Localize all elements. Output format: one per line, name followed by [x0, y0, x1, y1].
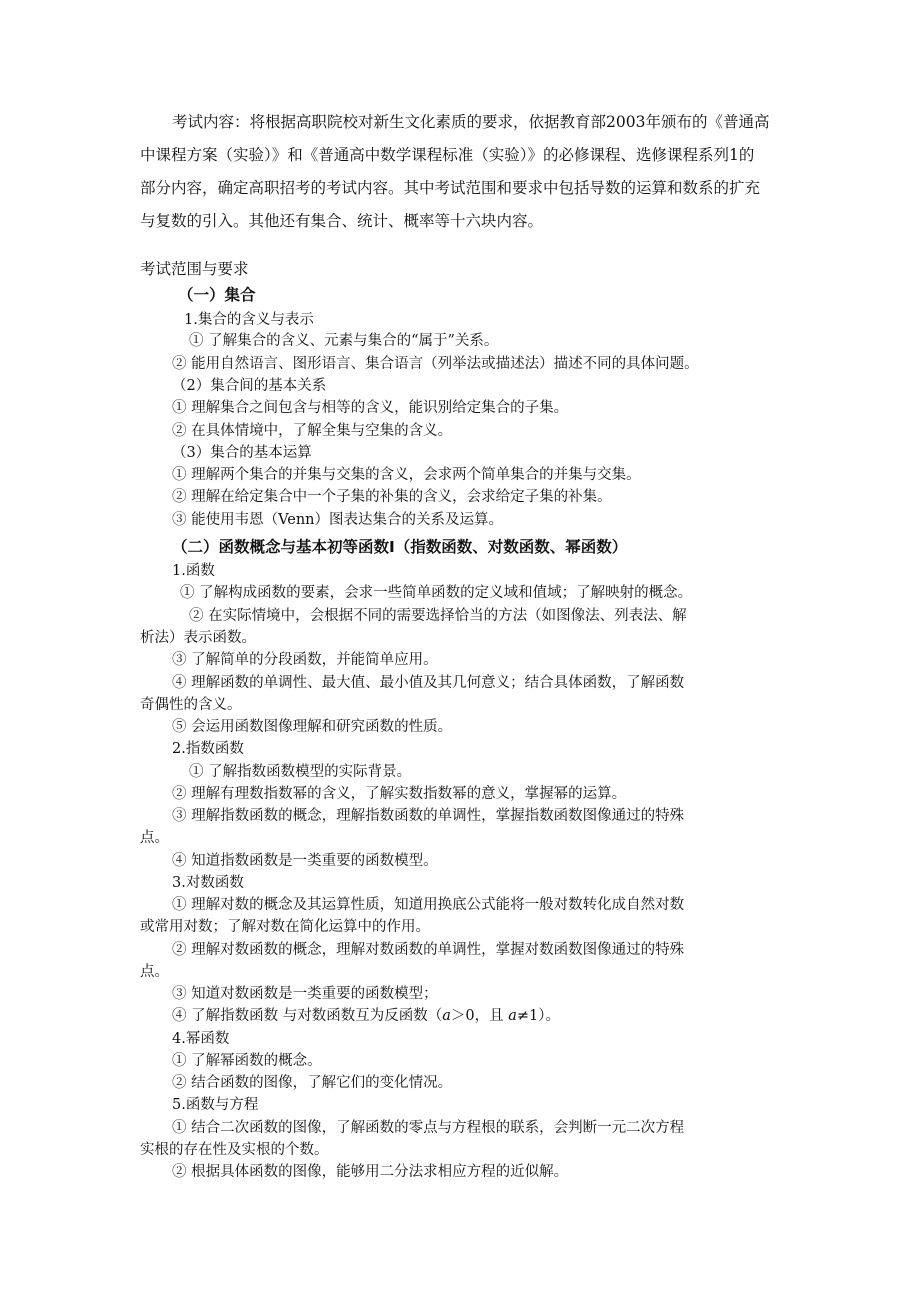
- requirement-item: ② 理解在给定集合中一个子集的补集的含义，会求给定子集的补集。: [172, 489, 612, 505]
- requirement-item: ① 了解幂函数的概念。: [172, 1053, 322, 1069]
- requirement-item: ② 能用自然语言、图形语言、集合语言（列举法或描述法）描述不同的具体问题。: [172, 356, 699, 372]
- requirement-item: ① 结合二次函数的图像，了解函数的零点与方程根的联系，会判断一元二次方程: [172, 1120, 685, 1136]
- item-text: ≠1）。: [516, 1008, 560, 1024]
- requirement-item: ② 结合函数的图像，了解它们的变化情况。: [172, 1075, 453, 1091]
- requirement-item: ② 在具体情境中，了解全集与空集的含义。: [172, 423, 453, 439]
- requirement-item: ⑤ 会运用函数图像理解和研究函数的性质。: [172, 719, 453, 735]
- requirement-item-continued: 或常用对数；了解对数在简化运算中的作用。: [140, 919, 430, 935]
- subtopic-title: （3）集合的基本运算: [172, 445, 312, 461]
- variable-a: a: [442, 1008, 451, 1024]
- requirement-item: ② 理解对数函数的概念，理解对数函数的单调性，掌握对数函数图像通过的特殊: [172, 942, 685, 958]
- subtopic-title: 4.幂函数: [172, 1031, 230, 1047]
- intro-line: 与复数的引入。其他还有集合、统计、概率等十六块内容。: [140, 212, 544, 230]
- requirement-item: ① 了解指数函数模型的实际背景。: [189, 764, 412, 780]
- subtopic-title: 1.集合的含义与表示: [184, 312, 314, 328]
- requirement-item: ④ 理解函数的单调性、最大值、最小值及其几何意义；结合具体函数，了解函数: [172, 675, 685, 691]
- intro-line: 部分内容，确定高职招考的考试内容。其中考试范围和要求中包括导数的运算和数系的扩充: [140, 179, 761, 197]
- requirement-item: ① 理解对数的概念及其运算性质，知道用换底公式能将一般对数转化成自然对数: [172, 897, 685, 913]
- subtopic-title: （2）集合间的基本关系: [172, 378, 327, 394]
- subtopic-title: 1.函数: [172, 563, 215, 579]
- requirement-item: ③ 能使用韦恩（Venn）图表达集合的关系及运算。: [172, 512, 504, 528]
- requirement-item-continued: 析法）表示函数。: [140, 630, 256, 646]
- requirement-item-continued: 奇偶性的含义。: [140, 697, 242, 713]
- subtopic-title: 5.函数与方程: [172, 1097, 259, 1113]
- requirement-item: ① 了解集合的含义、元素与集合的“属于”关系。: [189, 333, 499, 349]
- requirement-item: ② 理解有理数指数幂的含义，了解实数指数幂的意义，掌握幂的运算。: [172, 786, 627, 802]
- requirement-item: ② 根据具体函数的图像，能够用二分法求相应方程的近似解。: [172, 1164, 569, 1180]
- requirement-item: ③ 知道对数函数是一类重要的函数模型；: [172, 986, 438, 1002]
- variable-a: a: [508, 1008, 517, 1024]
- intro-line: 中课程方案（实验）》和《普通高中数学课程标准（实验）》的必修课程、选修课程系列1的: [140, 146, 755, 164]
- requirement-item: [172, 1005, 560, 1027]
- item-text: ④ 了解指数函数 与对数函数互为反函数（: [172, 1008, 443, 1024]
- requirement-item: ① 理解两个集合的并集与交集的含义，会求两个简单集合的并集与交集。: [172, 467, 641, 483]
- item-text: ＞0，且: [450, 1008, 509, 1024]
- subtopic-title: 3.对数函数: [172, 875, 244, 891]
- requirement-item: ① 理解集合之间包含与相等的含义，能识别给定集合的子集。: [172, 400, 569, 416]
- intro-line: 考试内容：将根据高职院校对新生文化素质的要求，依据教育部2003年颁布的《普通高: [172, 113, 770, 131]
- requirement-item: ③ 理解指数函数的概念，理解指数函数的单调性，掌握指数函数图像通过的特殊: [172, 808, 685, 824]
- requirement-item: ③ 了解简单的分段函数，并能简单应用。: [172, 652, 438, 668]
- section-heading-sets: （一）集合: [178, 286, 256, 304]
- subtopic-title: 2.指数函数: [172, 741, 244, 757]
- scope-title: 考试范围与要求: [140, 260, 249, 278]
- requirement-item: ② 在实际情境中，会根据不同的需要选择恰当的方法（如图像法、列表法、解: [189, 608, 687, 624]
- requirement-item-continued: 点。: [140, 964, 169, 980]
- section-heading-functions: （二）函数概念与基本初等函数Ⅰ（指数函数、对数函数、幂函数）: [172, 538, 628, 556]
- requirement-item: ④ 知道指数函数是一类重要的函数模型。: [172, 853, 438, 869]
- requirement-item-continued: 实根的存在性及实根的个数。: [140, 1142, 329, 1158]
- requirement-item: ① 了解构成函数的要素，会求一些简单函数的定义域和值域；了解映射的概念。: [180, 585, 693, 601]
- requirement-item-continued: 点。: [140, 830, 169, 846]
